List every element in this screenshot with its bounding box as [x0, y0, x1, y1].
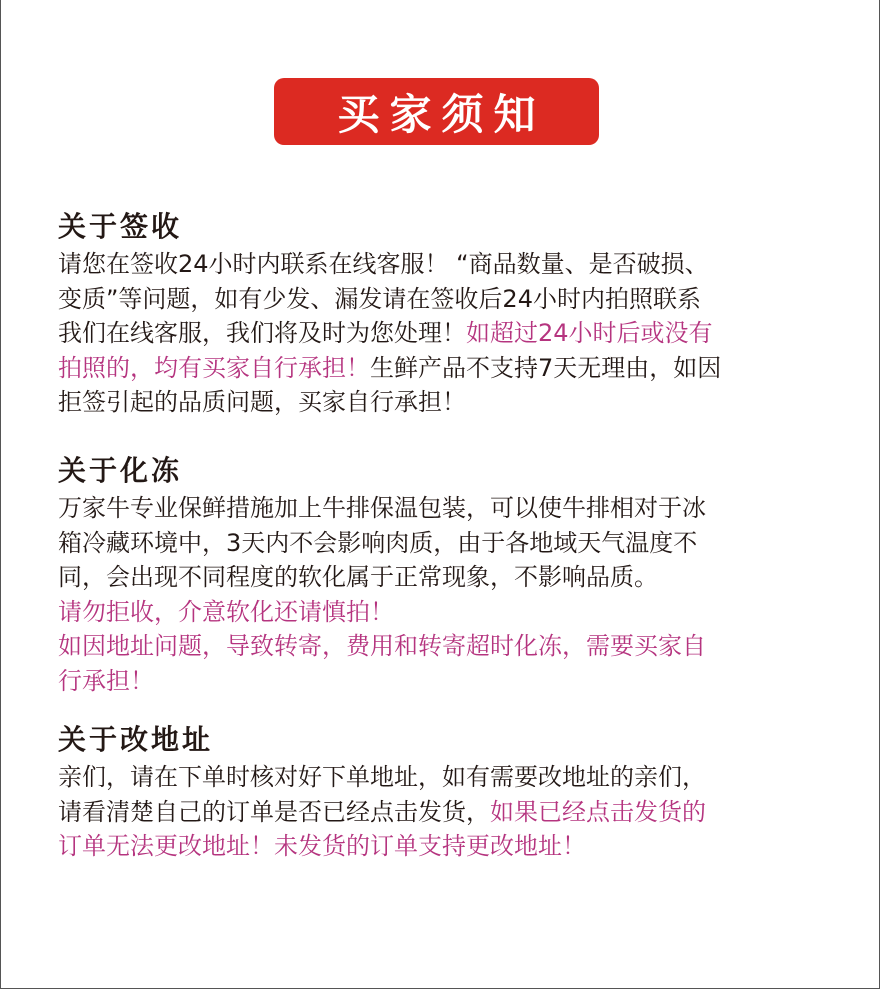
line-text: 万家牛专业保鲜措施加上牛排保温包装，可以使牛排相对于冰	[58, 494, 706, 522]
line-highlight: 请勿拒收，介意软化还请慎拍！	[58, 597, 394, 626]
section-signing	[58, 207, 818, 420]
line-text: 我们在线客服，我们将及时为您处理！	[58, 319, 466, 347]
line-highlight: 如因地址问题，导致转寄，费用和转寄超时化冻，需要买家自	[58, 632, 706, 660]
section-heading: 关于签收	[58, 210, 183, 243]
body-line	[58, 491, 818, 526]
body-line	[58, 629, 818, 664]
section-address-change	[58, 720, 818, 864]
body-line	[58, 282, 818, 317]
line-text: 生鲜产品不支持7天无理由，如因	[370, 353, 722, 382]
title-badge: 买家须知	[274, 78, 599, 145]
body-line	[58, 829, 818, 864]
body-line	[58, 560, 818, 595]
line-highlight: 拍照的，均有买家自行承担！	[58, 353, 370, 382]
line-highlight: 订单无法更改地址！未发货的订单支持更改地址！	[58, 832, 586, 860]
body-line	[58, 760, 818, 795]
line-text: 请您在签收24小时内联系在线客服！ “商品数量、是否破损、	[58, 250, 709, 278]
line-text: 请看清楚自己的订单是否已经点击发货，	[58, 797, 490, 826]
line-text: 变质”等问题，如有少发、漏发请在签收后24小时内拍照联系	[58, 284, 701, 313]
body-line	[58, 595, 818, 630]
body-line	[58, 316, 818, 351]
line-text: 同，会出现不同程度的软化属于正常现象，不影响品质。	[58, 563, 658, 591]
line-text: 拒签引起的品质问题，买家自行承担！	[58, 388, 466, 416]
line-text: 亲们，请在下单时核对好下单地址，如有需要改地址的亲们，	[58, 763, 706, 791]
line-highlight: 如超过24小时后或没有	[466, 319, 713, 347]
line-highlight: 行承担！	[58, 666, 154, 695]
body-line	[58, 385, 818, 420]
section-thawing	[58, 451, 818, 698]
body-line	[58, 795, 818, 830]
section-heading: 关于化冻	[58, 454, 183, 487]
body-line	[58, 247, 818, 282]
section-heading: 关于改地址	[58, 723, 214, 756]
body-line	[58, 664, 818, 699]
line-text: 箱冷藏环境中，3天内不会影响肉质，由于各地域天气温度不	[58, 528, 698, 557]
line-highlight: 如果已经点击发货的	[490, 797, 706, 826]
body-line	[58, 351, 818, 386]
body-line	[58, 526, 818, 561]
